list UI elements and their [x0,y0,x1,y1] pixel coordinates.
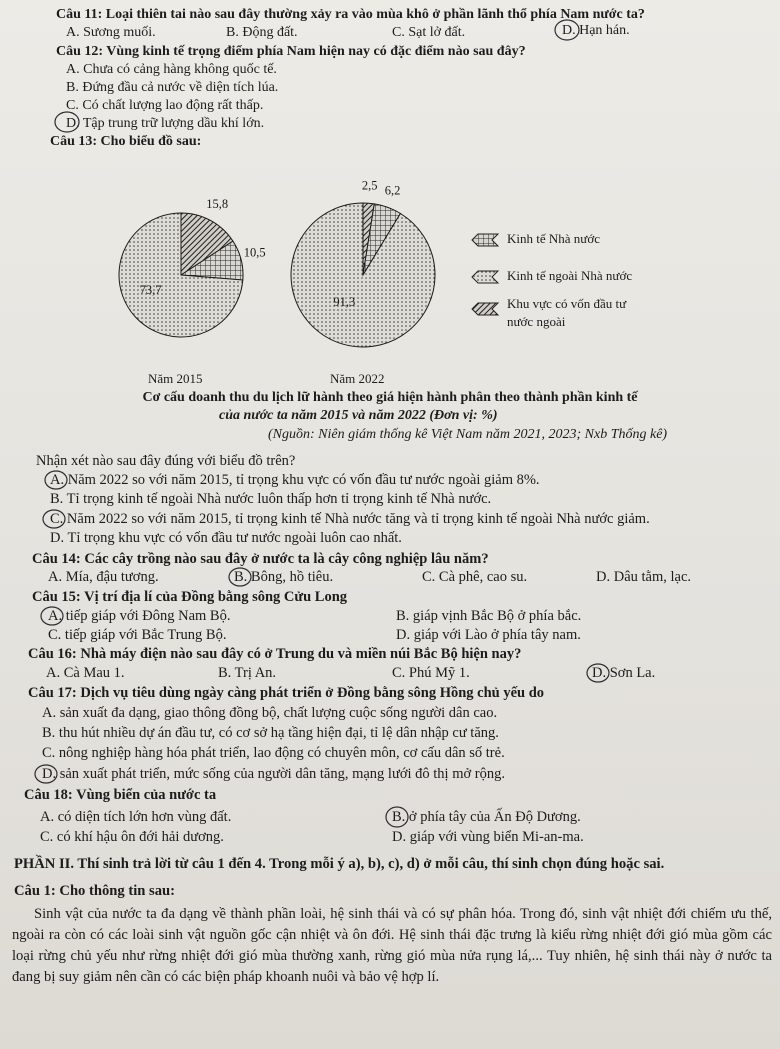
q17-stem: Câu 17: Dịch vụ tiêu dùng ngày càng phát triển ở Đồng bằng sông Hồng chủ yếu do [28,685,545,701]
chart-caption-line1: Cơ cấu doanh thu du lịch lữ hành theo giá hiện hành phân theo thành phần kinh tế [142,390,638,405]
q16-option-b[interactable]: B. Trị An. [218,665,277,681]
q18-option-d[interactable]: D. giáp với vùng biển Mi-an-ma. [392,829,584,845]
q14-option-c[interactable]: C. Cà phê, cao su. [422,569,528,585]
pie-value-2015-nonstate: 73,7 [139,282,162,297]
q16-option-c[interactable]: C. Phú Mỹ 1. [392,665,470,681]
q16-option-a[interactable]: A. Cà Mau 1. [46,665,125,681]
q13-stem: Câu 13: Cho biểu đồ sau: [50,134,202,149]
part2-heading: PHẦN II. Thí sinh trả lời từ câu 1 đến 4. Trong mỗi ý a), b), c), d) ở mỗi câu, thí sinh chọn đúng hoặc sai. [14,856,665,872]
legend-swatch-state [468,233,500,247]
q13-option-c[interactable]: C. Năm 2022 so với năm 2015, tỉ trọng kinh tế Nhà nước tăng và tỉ trọng kinh tế ngoài Nhà nước giảm. [50,511,650,527]
pie-value-2015-fdi: 15,8 [206,197,229,212]
q12-option-b[interactable]: B. Đứng đầu cả nước về diện tích lúa. [66,80,279,95]
q17-option-a[interactable]: A. sản xuất đa dạng, giao thông đồng bộ, chất lượng cuộc sống người dân cao. [42,705,498,721]
pie-value-2022-fdi: 2,5 [361,180,378,193]
q12-option-c[interactable]: C. Có chất lượng lao động rất thấp. [66,98,264,113]
q16-option-d[interactable]: D. Sơn La. [592,665,656,681]
q11-option-d[interactable]: D. Hạn hán. [562,23,630,38]
legend-label-state: Kinh tế Nhà nước [507,231,600,246]
pie-value-2015-state: 10,5 [243,245,266,260]
part2-q1-stem: Câu 1: Cho thông tin sau: [14,883,175,899]
legend-swatch-fdi [468,302,500,316]
legend-swatch-nonstate [468,270,500,284]
legend-label-fdi-line2: nước ngoài [507,314,566,329]
chart-source: (Nguồn: Niên giám thống kê Việt Nam năm 2021, 2023; Nxb Thống kê) [268,427,668,442]
q18-option-c[interactable]: C. có khí hậu ôn đới hải dương. [40,829,224,845]
q14-option-b[interactable]: B. Bông, hồ tiêu. [234,569,334,585]
q13-option-b[interactable]: B. Tỉ trọng kinh tế ngoài Nhà nước luôn thấp hơn tỉ trọng kinh tế Nhà nước. [50,491,492,507]
q11-option-a[interactable]: A. Sương muối. [66,25,156,40]
q14-stem: Câu 14: Các cây trồng nào sau đây ở nước ta là cây công nghiệp lâu năm? [32,551,489,567]
pie-value-2022-nonstate: 91,3 [333,295,356,310]
q18-option-b[interactable]: B. ở phía tây của Ấn Độ Dương. [392,809,581,825]
q17-option-d[interactable]: D. sản xuất phát triển, mức sống của người dân tăng, mạng lưới đô thị mở rộng. [42,766,505,782]
q17-option-c[interactable]: C. nông nghiệp hàng hóa phát triển, lao động có chuyên môn, cơ cấu dân số trẻ. [42,745,505,761]
q11-stem: Câu 11: Loại thiên tai nào sau đây thường xảy ra vào mùa khô ở phần lãnh thổ phía Nam nước ta? [56,7,645,22]
q12-stem: Câu 12: Vùng kinh tế trọng điểm phía Nam hiện nay có đặc điểm nào sau đây? [56,44,526,59]
q17-option-b[interactable]: B. thu hút nhiều dự án đầu tư, có cơ sở hạ tầng hiện đại, tỉ lệ dân nhập cư tăng. [42,725,499,741]
q15-option-b[interactable]: B. giáp vịnh Bắc Bộ ở phía bắc. [396,608,582,624]
q13-option-a[interactable]: A. Năm 2022 so với năm 2015, tỉ trọng khu vực có vốn đầu tư nước ngoài giảm 8%. [50,472,540,488]
pie-value-2022-state: 6,2 [384,183,401,198]
q13-option-d[interactable]: D. Tỉ trọng khu vực có vốn đầu tư nước ngoài luôn cao nhất. [50,530,402,546]
pie-chart [0,180,780,420]
q15-option-c[interactable]: C. tiếp giáp với Bắc Trung Bộ. [48,627,227,643]
q16-stem: Câu 16: Nhà máy điện nào sau đây có ở Trung du và miền núi Bắc Bộ hiện nay? [28,646,522,662]
pie-year-2015: Năm 2015 [148,371,203,386]
q12-option-a[interactable]: A. Chưa có cảng hàng không quốc tế. [66,62,277,77]
chart-caption-line2: của nước ta năm 2015 và năm 2022 (Đơn vị: %) [219,408,498,423]
pie-year-2022: Năm 2022 [330,371,385,386]
legend-label-nonstate: Kinh tế ngoài Nhà nước [507,268,633,283]
q14-option-a[interactable]: A. Mía, đậu tương. [48,569,159,585]
q11-option-c[interactable]: C. Sạt lở đất. [392,25,466,40]
q14-option-d[interactable]: D. Dâu tằm, lạc. [596,569,692,585]
q13-question: Nhận xét nào sau đây đúng với biểu đồ trên? [36,453,296,469]
pie-slice-2022-nonstate [291,203,435,347]
part2-q1-paragraph: Sinh vật của nước ta đa dạng về thành phần loài, hệ sinh thái và có sự phân hóa. Trong đó, sinh vật nhiệt đới chiếm ưu thế, ngoài ra còn có các loài sinh vật nguồn gốc cận nhiệt và ôn đới. Hệ sinh thái đặc trưng là kiểu rừng nhiệt đới gió mùa gồm các loại rừng chủ yếu như rừng nhiệt đới gió mùa thường xanh, rừng gió mùa nửa rụng lá,... Tuy nhiên, hệ sinh thái này ở nước ta đang bị suy giảm nên cần có các biện pháp khoanh nuôi và bảo vệ hợp lí. [12,906,772,985]
q18-stem: Câu 18: Vùng biển của nước ta [24,787,217,803]
q15-option-a[interactable]: A. tiếp giáp với Đông Nam Bộ. [48,608,231,624]
q15-option-d[interactable]: D. giáp với Lào ở phía tây nam. [396,627,581,643]
q18-option-a[interactable]: A. có diện tích lớn hơn vùng đất. [40,809,232,825]
q11-option-b[interactable]: B. Động đất. [226,25,298,40]
q12-option-d[interactable]: D. Tập trung trữ lượng dầu khí lớn. [66,116,265,131]
legend-label-fdi-line1: Khu vực có vốn đầu tư [507,296,627,311]
q15-stem: Câu 15: Vị trí địa lí của Đồng bằng sông Cửu Long [32,589,348,605]
